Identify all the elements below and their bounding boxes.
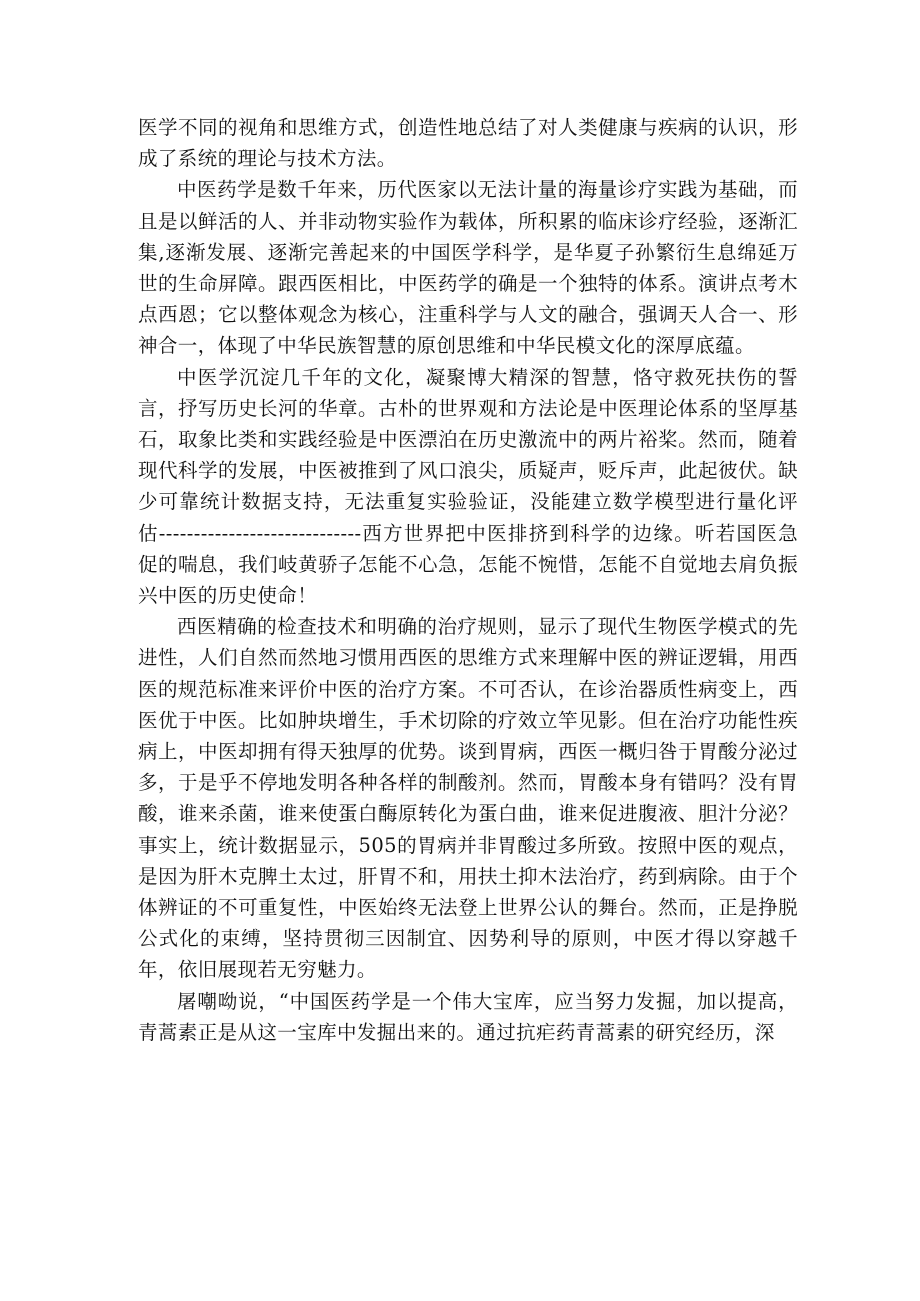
paragraph-1: 医学不同的视角和思维方式，创造性地总结了对人类健康与疾病的认识，形成了系统的理论与技术方法。 (138, 116, 798, 171)
paragraph-3: 中医学沉淀几千年的文化，凝聚博大精深的智慧，恪守救死扶伤的誓言，抒写历史长河的华章。古朴的世界观和方法论是中医理论体系的坚厚基石，取象比类和实践经验是中医漂泊在历史激流中的两片裕桨。然而，随着现代科学的发展，中医被推到了风口浪尖，质疑声，贬斥声，此起彼伏。缺少可靠统计数据支持，无法重复实验验证，没能建立数学模型进行量化评估-----------------------------西方世界把中医排挤到科学的边缘。听若国医急促的喘息，我们岐黄骄子怎能不心急，怎能不惋惜，怎能不自觉地去肩负振兴中医的历史使命！ (138, 365, 798, 608)
document-body (138, 112, 798, 1048)
paragraph-2: 中医药学是数千年来，历代医家以无法计量的海量诊疗实践为基础，而且是以鲜活的人、并非动物实验作为载体，所积累的临床诊疗经验，逐渐汇集,逐渐发展、逐渐完善起来的中国医学科学，是华夏子孙繁衍生息绵延万世的生命屏障。跟西医相比，中医药学的确是一个独特的体系。演讲点考木点西恩；它以整体观念为核心，注重科学与人文的融合，强调天人合一、形神合一，体现了中华民族智慧的原创思维和中华民模文化的深厚底蕴。 (138, 178, 798, 358)
paragraph-5: 屠嘲呦说，“中国医药学是一个伟大宝库，应当努力发掘，加以提高，青蒿素正是从这一宝库中发掘出来的。通过抗疟药青蒿素的研究经历，深 (138, 989, 798, 1044)
paragraph-4: 西医精确的检查技术和明确的治疗规则，显示了现代生物医学模式的先进性，人们自然而然地习惯用西医的思维方式来理解中医的辨证逻辑，用西医的规范标准来评价中医的治疗方案。不可否认，在诊治器质性病变上，西医优于中医。比如肿块增生，手术切除的疗效立竿见影。但在治疗功能性疾病上，中医却拥有得天独厚的优势。谈到胃病，西医一概归咎于胃酸分泌过多，于是乎不停地发明各种各样的制酸剂。然而，胃酸本身有错吗？没有胃酸，谁来杀菌，谁来使蛋白酶原转化为蛋白曲，谁来促进腹液、胆汁分泌？事实上，统计数据显示，505的胃病并非胃酸过多所致。按照中医的观点，是因为肝木克脾土太过，肝胃不和，用扶土抑木法治疗，药到病除。由于个体辨证的不可重复性，中医始终无法登上世界公认的舞台。然而，正是挣脱公式化的束缚，坚持贯彻三因制宜、因势利导的原则，中医才得以穿越千年，依旧展现若无穷魅力。 (138, 615, 798, 982)
